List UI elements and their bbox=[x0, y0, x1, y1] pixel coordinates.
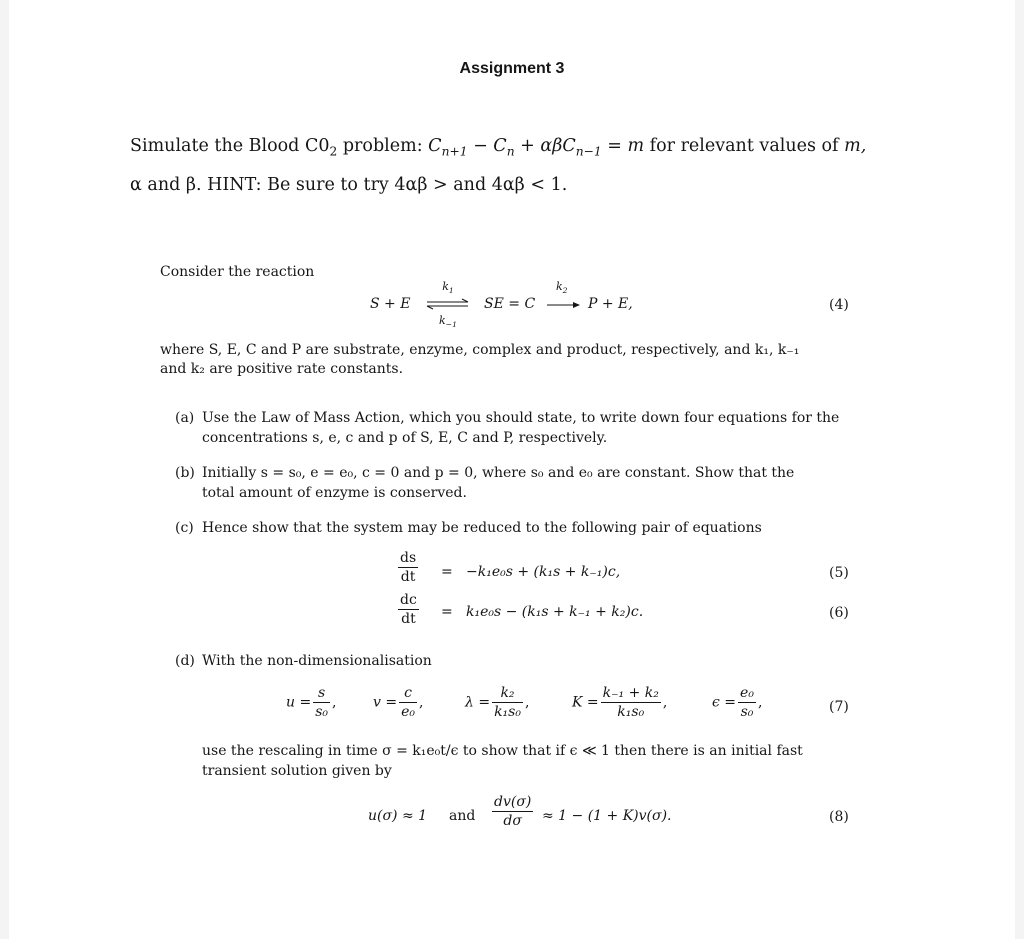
equation-number-4: (4) bbox=[829, 297, 849, 313]
part-b-line2: total amount of enzyme is conserved. bbox=[202, 485, 467, 501]
part-d-line1: With the non-dimensionalisation bbox=[202, 653, 432, 669]
forward-arrow-icon bbox=[546, 300, 582, 310]
rate-km1-label: $k_{-1}$ bbox=[438, 314, 457, 330]
part-a-line2: concentrations s, e, c and p of S, E, C and P, respectively. bbox=[202, 430, 608, 446]
problem1-line2: α and β. HINT: Be sure to try 4αβ > and 4αβ < 1. bbox=[130, 175, 568, 195]
eq6-derivative: $\frac{dc}{dt}$ bbox=[400, 592, 417, 627]
part-b-label: (b) bbox=[175, 465, 195, 481]
equation-number-6: (6) bbox=[829, 605, 849, 621]
eq5-rhs: −k₁e₀s + (k₁s + k₋₁)c, bbox=[466, 564, 621, 580]
part-c-line1: Hence show that the system may be reduced to the following pair of equations bbox=[202, 520, 762, 536]
eq7-epsilon: ϵ = $\frac{\text{e₀}}{\text{s₀}}$ , bbox=[712, 685, 763, 720]
equilibrium-arrow-icon bbox=[426, 298, 470, 310]
problem1-text-post: for relevant values of bbox=[644, 136, 845, 156]
problem1-text-mid: problem: bbox=[337, 136, 429, 156]
eq6-equals: = bbox=[441, 604, 453, 620]
eq7-K: K = $\frac{\text{k₋₁ + k₂}}{\text{k₁s₀}}$ , bbox=[572, 685, 668, 720]
equation-number-5: (5) bbox=[829, 565, 849, 581]
eq8-derivative: $\frac{dv(\sigma)}{d\sigma}$ bbox=[494, 794, 532, 829]
equation-number-8: (8) bbox=[829, 809, 849, 825]
reaction-desc-line1: where S, E, C and P are substrate, enzyme, complex and product, respectively, and k₁, k₋₁ bbox=[160, 342, 800, 358]
eq8-left: u(σ) ≈ 1 bbox=[368, 808, 428, 824]
eq7-lambda: λ = $\frac{\text{k₂}}{\text{k₁s₀}}$ , bbox=[465, 685, 530, 720]
eq8-and: and bbox=[449, 808, 476, 824]
part-b-line1: Initially s = s₀, e = e₀, c = 0 and p = 0, where s₀ and e₀ are constant. Show that the bbox=[202, 465, 795, 481]
rate-k1-label: $k_1$ bbox=[442, 280, 454, 296]
eq5-derivative: $\frac{ds}{dt}$ bbox=[400, 550, 417, 585]
reaction-lhs: S + E bbox=[370, 296, 411, 312]
rate-k2-label: $k_2$ bbox=[556, 280, 568, 296]
reaction-desc-line2: and k₂ are positive rate constants. bbox=[160, 361, 404, 377]
eq8-right: ≈ 1 − (1 + K)v(σ). bbox=[542, 808, 672, 824]
part-d-label: (d) bbox=[175, 653, 195, 669]
part-c-label: (c) bbox=[175, 520, 194, 536]
eq5-equals: = bbox=[441, 564, 453, 580]
eq6-rhs: k₁e₀s − (k₁s + k₋₁ + k₂)c. bbox=[466, 604, 644, 620]
reaction-intro: Consider the reaction bbox=[160, 264, 315, 280]
part-d-line2: use the rescaling in time σ = k₁e₀t/ϵ to show that if ϵ ≪ 1 then there is an initial fast bbox=[202, 743, 803, 759]
problem1-line1 bbox=[130, 136, 867, 159]
eq7-v: v = $\frac{c}{\text{e₀}}$ , bbox=[373, 685, 424, 720]
reaction-rhs: P + E, bbox=[588, 296, 633, 312]
part-d-line3: transient solution given by bbox=[202, 763, 392, 779]
part-a-line1: Use the Law of Mass Action, which you should state, to write down four equations for the bbox=[202, 410, 840, 426]
page-title: Assignment 3 bbox=[459, 60, 565, 77]
problem1-text-pre: Simulate the Blood C0 bbox=[130, 136, 330, 156]
equation-number-7: (7) bbox=[829, 699, 849, 715]
problem1-m: m, bbox=[844, 136, 867, 156]
part-a-label: (a) bbox=[175, 410, 195, 426]
problem1-equation: $C_{n+1} - C_n + \alpha\beta C_{n-1} = m$ bbox=[428, 136, 645, 159]
eq7-u: u = $\frac{s}{\text{s₀}}$ , bbox=[286, 685, 337, 720]
problem1-co2-sub: 2 bbox=[329, 144, 338, 159]
reaction-mid: SE = C bbox=[484, 296, 536, 312]
